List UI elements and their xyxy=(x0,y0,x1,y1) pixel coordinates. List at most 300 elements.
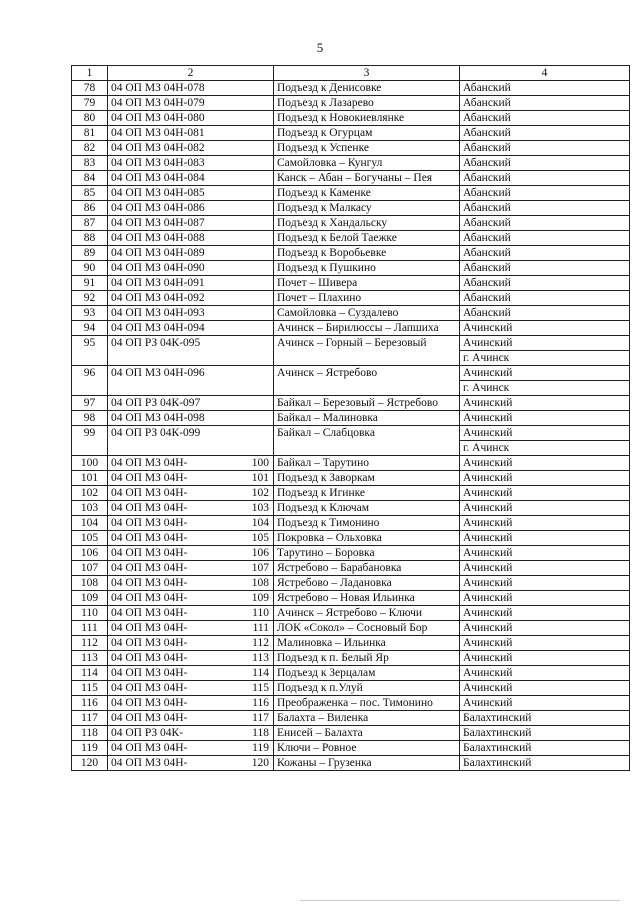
cell-road-name: Подъезд к Тимонино xyxy=(274,516,460,531)
district-text: Ачинский xyxy=(463,547,513,559)
road-code-suffix: 104 xyxy=(251,517,269,529)
cell-road-name: Ястребово – Барабановка xyxy=(274,561,460,576)
table-row xyxy=(72,471,630,486)
district-text: Абанский xyxy=(463,307,511,319)
road-code-text: 04 ОП МЗ 04Н- xyxy=(111,592,188,604)
road-code-text: 04 ОП МЗ 04Н-082 xyxy=(111,142,205,154)
cell-road-name: Подъезд к Денисовке xyxy=(274,81,460,96)
cell-road-code xyxy=(108,606,274,621)
cell-road-code xyxy=(108,411,274,426)
cell-road-name: Байкал – Малиновка xyxy=(274,411,460,426)
cell-road-name: Малиновка – Ильинка xyxy=(274,636,460,651)
cell-road-name: Подъезд к п.Улуй xyxy=(274,681,460,696)
cell-road-code xyxy=(108,711,274,726)
roads-table xyxy=(71,65,630,771)
table-row xyxy=(72,636,630,651)
cell-road-name: Подъезд к Каменке xyxy=(274,186,460,201)
cell-number: 90 xyxy=(72,261,108,276)
road-code-text: 04 ОП МЗ 04Н- xyxy=(111,517,188,529)
cell-number: 104 xyxy=(72,516,108,531)
district-text: Ачинский xyxy=(463,562,513,574)
cell-number: 105 xyxy=(72,531,108,546)
cell-road-code xyxy=(108,546,274,561)
cell-road-name: Балахта – Виленка xyxy=(274,711,460,726)
district-text: Ачинский xyxy=(463,412,513,424)
road-code-suffix: 111 xyxy=(252,622,269,634)
road-code-text: 04 ОП МЗ 04Н-086 xyxy=(111,202,205,214)
page-number: 5 xyxy=(316,40,324,55)
cell-district xyxy=(460,456,630,471)
district-text: Ачинский xyxy=(463,517,513,529)
district-text: Ачинский xyxy=(463,532,513,544)
district-text: Абанский xyxy=(463,187,511,199)
cell-road-code xyxy=(108,486,274,501)
cell-district xyxy=(460,261,630,276)
cell-road-name: Самойловка – Суздалево xyxy=(274,306,460,321)
road-code-text: 04 ОП МЗ 04Н- xyxy=(111,712,188,724)
road-code-text: 04 ОП РЗ 04К- xyxy=(111,727,184,739)
table-row xyxy=(72,546,630,561)
road-code-text: 04 ОП РЗ 04К-095 xyxy=(111,337,201,349)
cell-district xyxy=(460,531,630,546)
road-code-text: 04 ОП МЗ 04Н- xyxy=(111,697,188,709)
cell-district xyxy=(460,471,630,486)
table-row xyxy=(72,651,630,666)
bottom-divider xyxy=(300,900,620,901)
road-code-text: 04 ОП МЗ 04Н-098 xyxy=(111,412,205,424)
cell-road-name: Ястребово – Новая Ильинка xyxy=(274,591,460,606)
cell-road-code xyxy=(108,231,274,246)
cell-road-name: Подъезд к Ключам xyxy=(274,501,460,516)
cell-road-code xyxy=(108,621,274,636)
cell-road-name: Ачинск – Ястребово – Ключи xyxy=(274,606,460,621)
cell-number: 117 xyxy=(72,711,108,726)
cell-number: 86 xyxy=(72,201,108,216)
road-code-text: 04 ОП МЗ 04Н-080 xyxy=(111,112,205,124)
road-code-suffix: 115 xyxy=(252,682,269,694)
cell-number: 92 xyxy=(72,291,108,306)
cell-district xyxy=(460,501,630,516)
table-row xyxy=(72,366,630,396)
district-text: Ачинский xyxy=(463,487,513,499)
table-row xyxy=(72,516,630,531)
cell-road-code xyxy=(108,666,274,681)
district-text: Балахтинский xyxy=(463,742,532,754)
road-code-text: 04 ОП МЗ 04Н-096 xyxy=(111,367,205,379)
table-row xyxy=(72,171,630,186)
road-code-text: 04 ОП МЗ 04Н- xyxy=(111,562,188,574)
table-row xyxy=(72,486,630,501)
cell-road-name: Почет – Шивера xyxy=(274,276,460,291)
cell-road-name: Покровка – Ольховка xyxy=(274,531,460,546)
cell-number: 116 xyxy=(72,696,108,711)
road-code-text: 04 ОП МЗ 04Н-085 xyxy=(111,187,205,199)
road-code-text: 04 ОП МЗ 04Н- xyxy=(111,637,188,649)
cell-road-code xyxy=(108,141,274,156)
cell-district xyxy=(460,621,630,636)
road-code-suffix: 117 xyxy=(252,712,269,724)
table-row xyxy=(72,606,630,621)
cell-district xyxy=(460,666,630,681)
district-secondary-text: г. Ачинск xyxy=(460,350,629,365)
table-row xyxy=(72,141,630,156)
table-row xyxy=(72,246,630,261)
cell-number: 91 xyxy=(72,276,108,291)
road-code-suffix: 113 xyxy=(252,652,269,664)
cell-road-code xyxy=(108,501,274,516)
cell-district xyxy=(460,366,630,396)
road-code-text: 04 ОП МЗ 04Н- xyxy=(111,532,188,544)
table-row xyxy=(72,336,630,366)
table-row xyxy=(72,696,630,711)
cell-road-name: Подъезд к Успенке xyxy=(274,141,460,156)
cell-number: 103 xyxy=(72,501,108,516)
road-code-suffix: 103 xyxy=(251,502,269,514)
cell-road-name: Байкал – Березовый – Ястребово xyxy=(274,396,460,411)
cell-number: 85 xyxy=(72,186,108,201)
table-row xyxy=(72,576,630,591)
district-text: Ачинский xyxy=(463,337,513,349)
cell-road-name: Байкал – Слабцовка xyxy=(274,426,460,456)
road-code-suffix: 102 xyxy=(251,487,269,499)
column-header-number: 1 xyxy=(72,66,108,81)
cell-road-code xyxy=(108,636,274,651)
cell-district xyxy=(460,426,630,456)
cell-district xyxy=(460,546,630,561)
cell-road-name: Подъезд к Белой Таежке xyxy=(274,231,460,246)
cell-number: 120 xyxy=(72,756,108,771)
cell-number: 83 xyxy=(72,156,108,171)
cell-road-name: Подъезд к Лазарево xyxy=(274,96,460,111)
cell-number: 93 xyxy=(72,306,108,321)
cell-number: 107 xyxy=(72,561,108,576)
cell-district xyxy=(460,696,630,711)
district-text: Балахтинский xyxy=(463,712,532,724)
cell-road-name: Подъезд к Заворкам xyxy=(274,471,460,486)
district-text: Ачинский xyxy=(463,472,513,484)
table-row xyxy=(72,531,630,546)
cell-number: 79 xyxy=(72,96,108,111)
table-row xyxy=(72,306,630,321)
road-code-text: 04 ОП МЗ 04Н- xyxy=(111,667,188,679)
cell-number: 100 xyxy=(72,456,108,471)
district-text: Абанский xyxy=(463,127,511,139)
district-text: Ачинский xyxy=(463,367,513,379)
district-text: Ачинский xyxy=(463,682,513,694)
cell-district xyxy=(460,276,630,291)
cell-district xyxy=(460,756,630,771)
cell-district xyxy=(460,396,630,411)
cell-road-name: Канск – Абан – Богучаны – Пея xyxy=(274,171,460,186)
cell-road-name: Тарутино – Боровка xyxy=(274,546,460,561)
cell-road-name: ЛОК «Сокол» – Сосновый Бор xyxy=(274,621,460,636)
table-row xyxy=(72,411,630,426)
road-code-text: 04 ОП МЗ 04Н- xyxy=(111,742,188,754)
road-code-suffix: 107 xyxy=(251,562,269,574)
cell-district xyxy=(460,96,630,111)
cell-road-name: Самойловка – Кунгул xyxy=(274,156,460,171)
table-row xyxy=(72,261,630,276)
cell-road-name: Подъезд к Пушкино xyxy=(274,261,460,276)
table-row xyxy=(72,396,630,411)
road-code-text: 04 ОП МЗ 04Н- xyxy=(111,652,188,664)
cell-road-name: Ястребово – Ладановка xyxy=(274,576,460,591)
cell-road-code xyxy=(108,186,274,201)
cell-road-code xyxy=(108,756,274,771)
cell-road-code xyxy=(108,576,274,591)
road-code-text: 04 ОП МЗ 04Н-094 xyxy=(111,322,205,334)
cell-road-code xyxy=(108,291,274,306)
district-secondary-text: г. Ачинск xyxy=(460,440,629,455)
cell-district xyxy=(460,321,630,336)
road-code-suffix: 114 xyxy=(252,667,269,679)
cell-road-code xyxy=(108,456,274,471)
road-code-suffix: 120 xyxy=(251,757,269,769)
district-text: Абанский xyxy=(463,202,511,214)
cell-district xyxy=(460,291,630,306)
cell-district xyxy=(460,651,630,666)
cell-district xyxy=(460,141,630,156)
road-code-text: 04 ОП МЗ 04Н- xyxy=(111,682,188,694)
district-text: Абанский xyxy=(463,292,511,304)
table-row xyxy=(72,321,630,336)
table-row xyxy=(72,126,630,141)
district-text: Ачинский xyxy=(463,622,513,634)
road-code-text: 04 ОП МЗ 04Н-092 xyxy=(111,292,205,304)
road-code-suffix: 105 xyxy=(251,532,269,544)
table-row xyxy=(72,426,630,456)
cell-road-name: Подъезд к Игинке xyxy=(274,486,460,501)
table-row xyxy=(72,81,630,96)
district-text: Абанский xyxy=(463,277,511,289)
cell-road-name: Ачинск – Ястребово xyxy=(274,366,460,396)
district-text: Ачинский xyxy=(463,397,513,409)
table-row xyxy=(72,666,630,681)
cell-road-code xyxy=(108,471,274,486)
cell-road-code xyxy=(108,306,274,321)
cell-number: 81 xyxy=(72,126,108,141)
table-row xyxy=(72,711,630,726)
cell-district xyxy=(460,711,630,726)
cell-district xyxy=(460,411,630,426)
cell-number: 95 xyxy=(72,336,108,366)
cell-number: 94 xyxy=(72,321,108,336)
table-header-row xyxy=(72,66,630,81)
table-row xyxy=(72,621,630,636)
cell-number: 109 xyxy=(72,591,108,606)
table-row xyxy=(72,681,630,696)
district-text: Ачинский xyxy=(463,457,513,469)
cell-number: 101 xyxy=(72,471,108,486)
cell-road-name: Почет – Плахино xyxy=(274,291,460,306)
cell-number: 115 xyxy=(72,681,108,696)
road-code-text: 04 ОП МЗ 04Н- xyxy=(111,607,188,619)
cell-road-name: Подъезд к Хандальску xyxy=(274,216,460,231)
table-row xyxy=(72,501,630,516)
district-text: Балахтинский xyxy=(463,727,532,739)
cell-road-name: Ачинск – Горный – Березовый xyxy=(274,336,460,366)
cell-road-name: Подъезд к Малкасу xyxy=(274,201,460,216)
cell-road-code xyxy=(108,261,274,276)
cell-district xyxy=(460,591,630,606)
cell-road-code xyxy=(108,156,274,171)
table-row xyxy=(72,216,630,231)
cell-road-code xyxy=(108,321,274,336)
cell-number: 118 xyxy=(72,726,108,741)
cell-district xyxy=(460,561,630,576)
road-code-text: 04 ОП МЗ 04Н-081 xyxy=(111,127,205,139)
road-code-suffix: 109 xyxy=(251,592,269,604)
road-code-text: 04 ОП МЗ 04Н-093 xyxy=(111,307,205,319)
column-header-name: 3 xyxy=(274,66,460,81)
district-text: Абанский xyxy=(463,262,511,274)
road-code-text: 04 ОП МЗ 04Н- xyxy=(111,622,188,634)
cell-road-code xyxy=(108,396,274,411)
cell-district xyxy=(460,606,630,621)
table-row xyxy=(72,186,630,201)
cell-road-code xyxy=(108,276,274,291)
cell-road-code xyxy=(108,81,274,96)
cell-number: 82 xyxy=(72,141,108,156)
cell-road-name: Кожаны – Грузенка xyxy=(274,756,460,771)
road-code-text: 04 ОП МЗ 04Н-083 xyxy=(111,157,205,169)
road-code-suffix: 101 xyxy=(251,472,269,484)
road-code-suffix: 116 xyxy=(252,697,269,709)
road-code-text: 04 ОП МЗ 04Н- xyxy=(111,757,188,769)
cell-number: 99 xyxy=(72,426,108,456)
road-code-text: 04 ОП МЗ 04Н-087 xyxy=(111,217,205,229)
cell-road-code xyxy=(108,561,274,576)
cell-number: 111 xyxy=(72,621,108,636)
road-code-suffix: 108 xyxy=(251,577,269,589)
road-code-text: 04 ОП РЗ 04К-097 xyxy=(111,397,201,409)
cell-district xyxy=(460,246,630,261)
cell-road-code xyxy=(108,246,274,261)
cell-road-code xyxy=(108,171,274,186)
district-text: Ачинский xyxy=(463,667,513,679)
cell-road-code xyxy=(108,201,274,216)
district-text: Абанский xyxy=(463,232,511,244)
district-text: Ачинский xyxy=(463,697,513,709)
cell-district xyxy=(460,741,630,756)
road-code-text: 04 ОП МЗ 04Н-079 xyxy=(111,97,205,109)
table-row xyxy=(72,561,630,576)
cell-number: 113 xyxy=(72,651,108,666)
cell-road-code xyxy=(108,111,274,126)
district-text: Ачинский xyxy=(463,592,513,604)
district-text: Абанский xyxy=(463,172,511,184)
column-header-district: 4 xyxy=(460,66,630,81)
table-row xyxy=(72,291,630,306)
table-row xyxy=(72,756,630,771)
cell-number: 108 xyxy=(72,576,108,591)
cell-district xyxy=(460,726,630,741)
district-text: Ачинский xyxy=(463,502,513,514)
cell-district xyxy=(460,636,630,651)
table-row xyxy=(72,726,630,741)
table-row xyxy=(72,111,630,126)
cell-district xyxy=(460,126,630,141)
cell-road-code xyxy=(108,726,274,741)
cell-number: 78 xyxy=(72,81,108,96)
cell-district xyxy=(460,576,630,591)
district-text: Абанский xyxy=(463,82,511,94)
district-text: Абанский xyxy=(463,217,511,229)
cell-road-code xyxy=(108,741,274,756)
table-row xyxy=(72,591,630,606)
cell-number: 110 xyxy=(72,606,108,621)
district-text: Ачинский xyxy=(463,427,513,439)
cell-road-code xyxy=(108,336,274,366)
cell-district xyxy=(460,486,630,501)
cell-road-name: Байкал – Тарутино xyxy=(274,456,460,471)
cell-district xyxy=(460,111,630,126)
cell-district xyxy=(460,306,630,321)
road-code-text: 04 ОП МЗ 04Н- xyxy=(111,502,188,514)
road-code-suffix: 100 xyxy=(251,457,269,469)
cell-road-code xyxy=(108,681,274,696)
road-code-suffix: 118 xyxy=(252,727,269,739)
table-row xyxy=(72,201,630,216)
column-header-code: 2 xyxy=(108,66,274,81)
cell-number: 89 xyxy=(72,246,108,261)
cell-road-code xyxy=(108,531,274,546)
road-code-text: 04 ОП МЗ 04Н- xyxy=(111,577,188,589)
cell-district xyxy=(460,336,630,366)
district-text: Ачинский xyxy=(463,322,513,334)
road-code-text: 04 ОП МЗ 04Н-091 xyxy=(111,277,205,289)
district-text: Балахтинский xyxy=(463,757,532,769)
district-text: Ачинский xyxy=(463,577,513,589)
road-code-text: 04 ОП МЗ 04Н-089 xyxy=(111,247,205,259)
district-text: Ачинский xyxy=(463,652,513,664)
district-text: Абанский xyxy=(463,157,511,169)
cell-number: 106 xyxy=(72,546,108,561)
cell-road-name: Подъезд к Огурцам xyxy=(274,126,460,141)
road-code-text: 04 ОП МЗ 04Н-084 xyxy=(111,172,205,184)
road-code-text: 04 ОП МЗ 04Н- xyxy=(111,487,188,499)
road-code-suffix: 106 xyxy=(251,547,269,559)
cell-road-name: Подъезд к Новокиевлянке xyxy=(274,111,460,126)
cell-district xyxy=(460,231,630,246)
cell-number: 84 xyxy=(72,171,108,186)
district-text: Абанский xyxy=(463,97,511,109)
cell-number: 97 xyxy=(72,396,108,411)
cell-road-code xyxy=(108,216,274,231)
road-code-suffix: 112 xyxy=(252,637,269,649)
cell-road-name: Подъезд к п. Белый Яр xyxy=(274,651,460,666)
cell-road-code xyxy=(108,591,274,606)
road-code-text: 04 ОП МЗ 04Н- xyxy=(111,547,188,559)
cell-road-code xyxy=(108,696,274,711)
cell-district xyxy=(460,516,630,531)
cell-road-code xyxy=(108,126,274,141)
cell-district xyxy=(460,201,630,216)
table-row xyxy=(72,156,630,171)
cell-road-code xyxy=(108,516,274,531)
cell-road-name: Енисей – Балахта xyxy=(274,726,460,741)
district-text: Абанский xyxy=(463,112,511,124)
district-secondary-text: г. Ачинск xyxy=(460,380,629,395)
cell-number: 114 xyxy=(72,666,108,681)
cell-number: 88 xyxy=(72,231,108,246)
cell-road-name: Преображенка – пос. Тимонино xyxy=(274,696,460,711)
table-row xyxy=(72,741,630,756)
road-code-text: 04 ОП МЗ 04Н-078 xyxy=(111,82,205,94)
cell-district xyxy=(460,186,630,201)
road-code-text: 04 ОП МЗ 04Н- xyxy=(111,457,188,469)
road-code-suffix: 119 xyxy=(252,742,269,754)
